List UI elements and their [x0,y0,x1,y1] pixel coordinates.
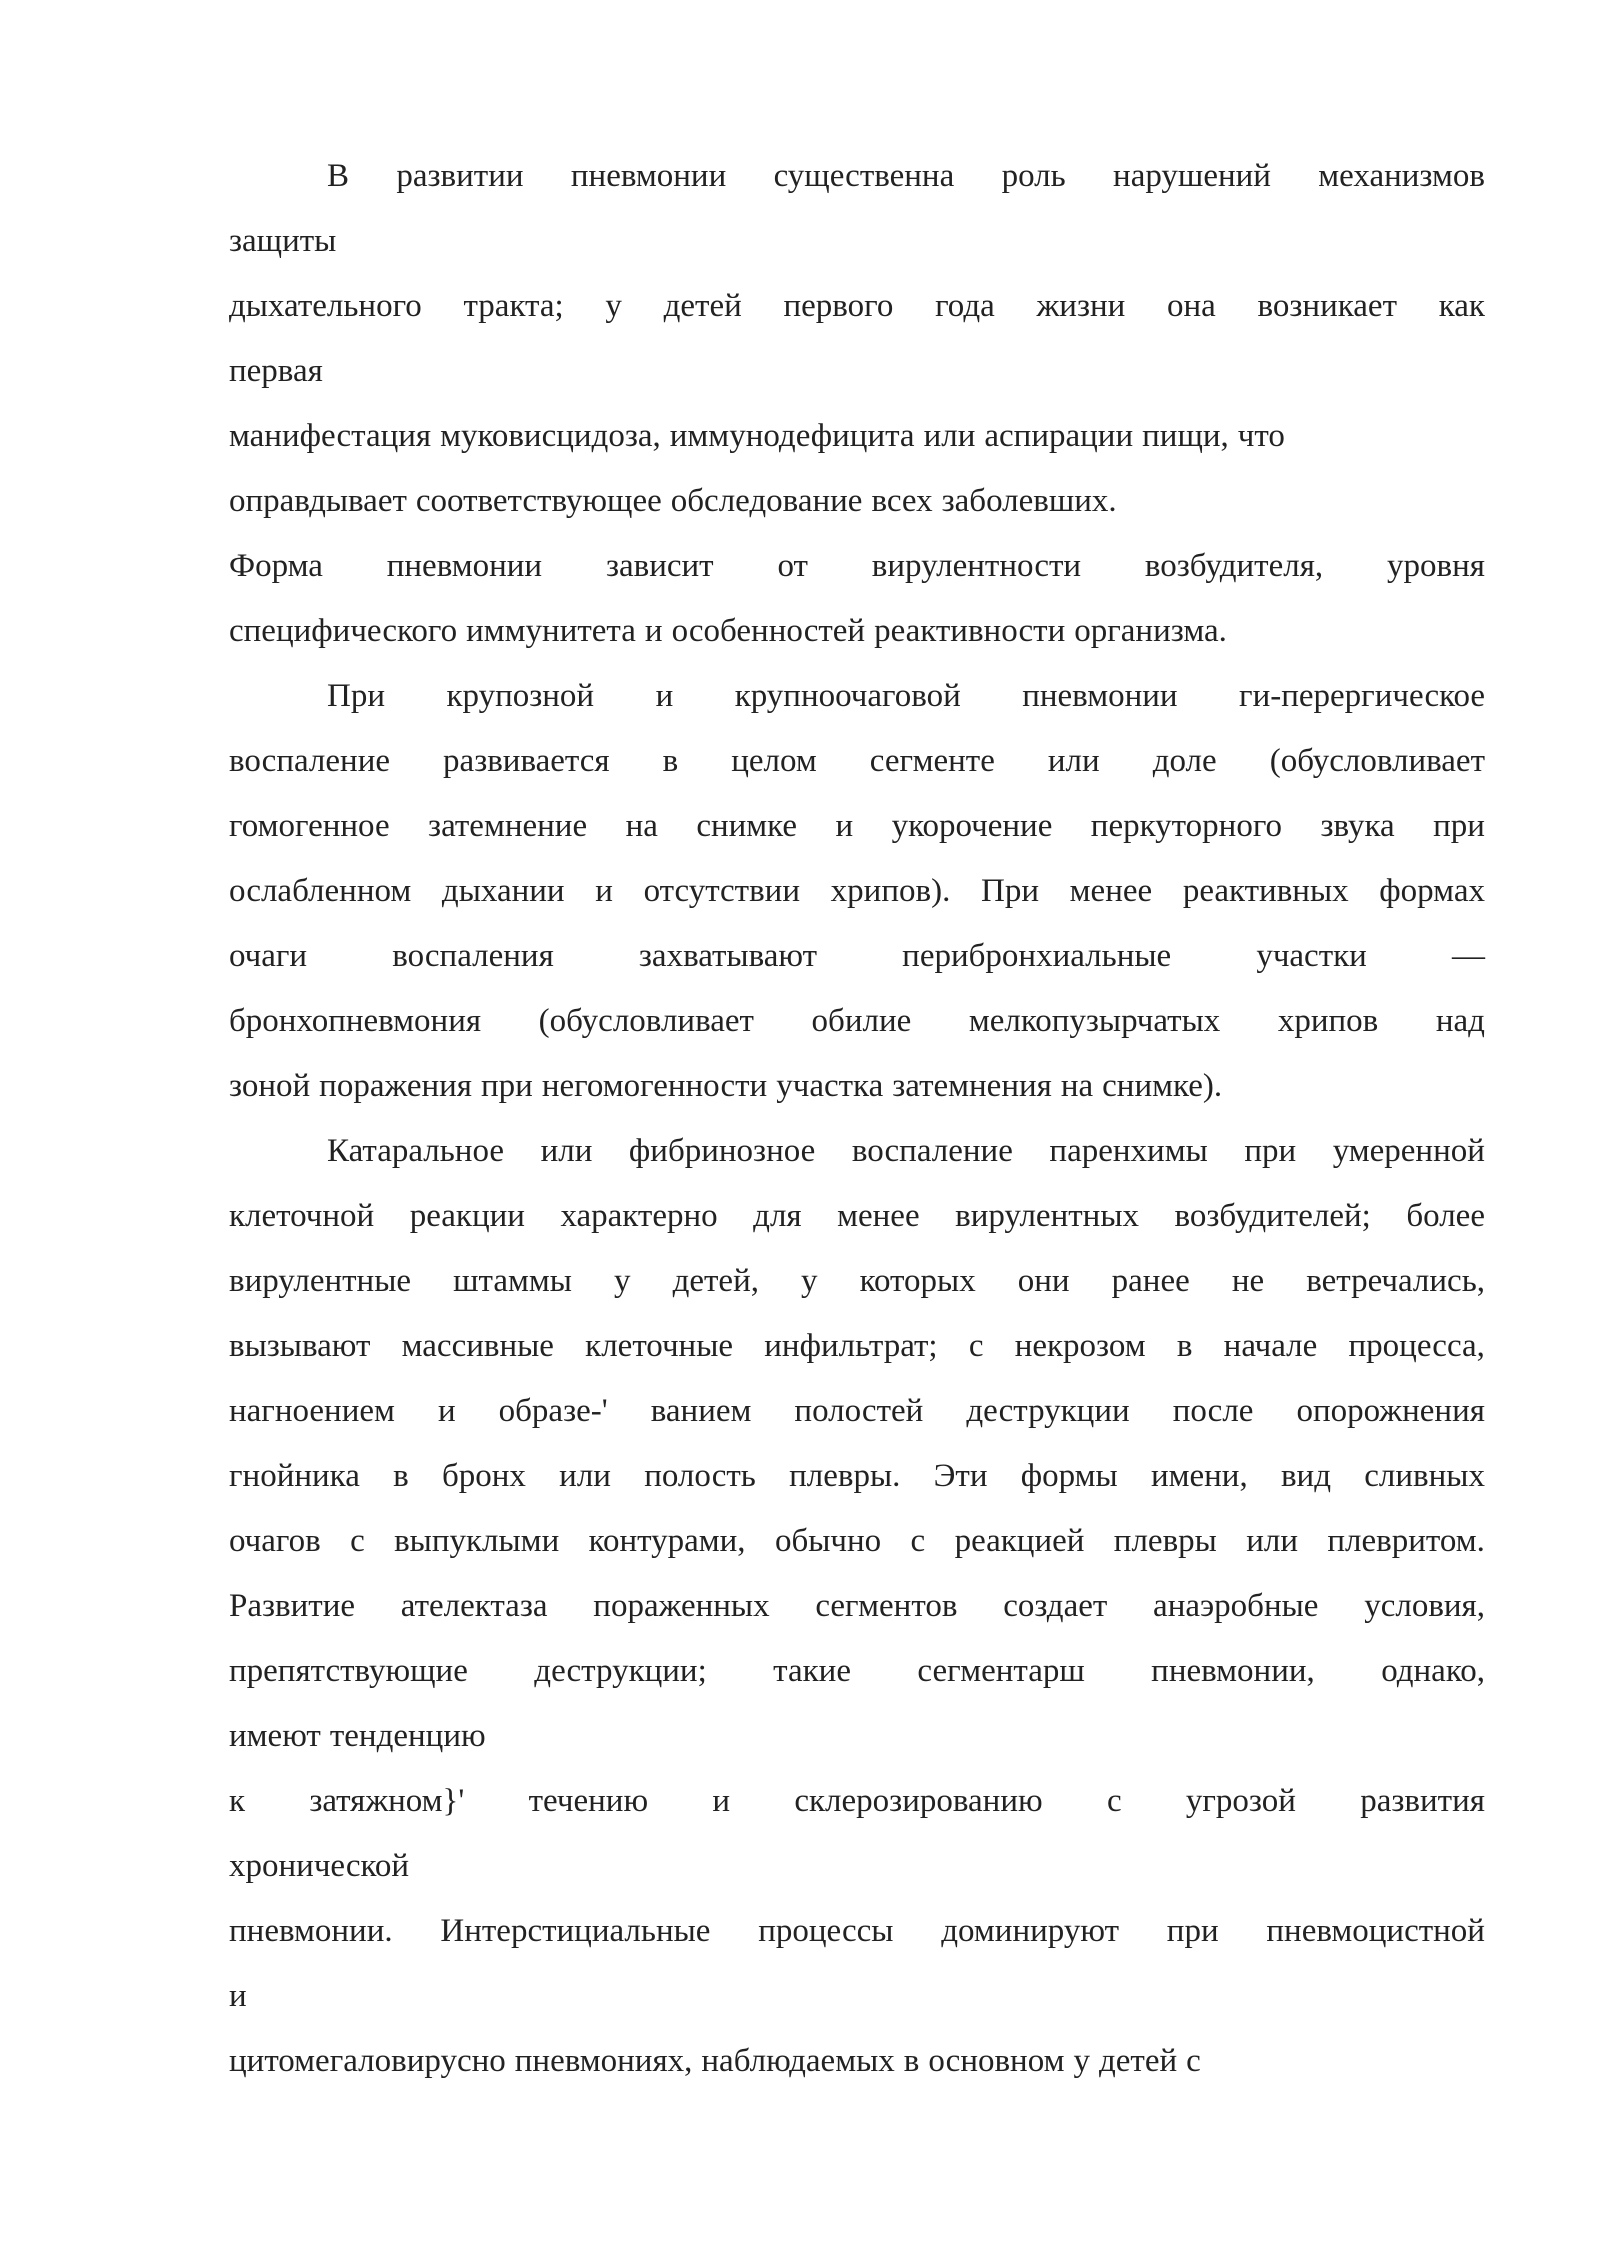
word: развитии [396,158,524,194]
text-line [229,1834,1485,1899]
text-line [229,1704,1485,1769]
word: полостей [794,1393,924,1429]
word: полость [644,1458,756,1494]
text-line [229,599,1485,664]
word: детей [663,288,742,324]
word: пневмонии, [1151,1653,1315,1689]
word: такие [773,1653,851,1689]
word: Катаральное [327,1133,505,1169]
word: вирулентные [229,1263,412,1299]
word: хронической [229,1848,410,1884]
word: вызывают [229,1328,371,1364]
word: крупноочаговой [734,678,961,714]
text-line [229,729,1485,794]
word: снимке). [1102,1068,1223,1104]
word: у [605,288,622,324]
word: имеют [229,1718,321,1754]
word: аспирации [984,418,1134,454]
text-line [229,664,1485,729]
word: наблюдаемых [701,2043,895,2079]
word: особенностей [671,613,866,649]
word: существенна [773,158,955,194]
word: для [753,1198,802,1234]
word: При [981,873,1039,909]
text-line [229,339,1485,404]
word: и [712,1783,731,1819]
word: не [1231,1263,1265,1299]
word: нагноением [229,1393,395,1429]
text-line [229,2029,1485,2094]
word: в [1176,1328,1193,1364]
word: ветречались, [1306,1263,1485,1299]
text-line [229,1184,1485,1249]
word: с [910,1523,926,1559]
word: после [1172,1393,1254,1429]
word: менее [1069,873,1153,909]
text-line [229,1964,1485,2029]
word: склерозированию [794,1783,1043,1819]
text-line [229,1379,1485,1444]
word: с [1186,2043,1201,2079]
word: пневмонии [570,158,727,194]
word: роль [1001,158,1066,194]
word: детей, [672,1263,759,1299]
word: тенденцию [329,1718,486,1754]
word: доминируют [941,1913,1119,1949]
word: года [935,288,995,324]
word: негомогенности [541,1068,768,1104]
word: однако, [1381,1653,1485,1689]
word: плевры. [789,1458,901,1494]
word: при [1166,1913,1219,1949]
word: поражения [319,1068,472,1104]
word: обследование [670,483,863,519]
word: процесса, [1348,1328,1485,1364]
word: возникает [1257,288,1397,324]
word: воспаления [392,938,554,974]
word: которых [859,1263,976,1299]
word: тракта; [463,288,564,324]
word: иммунодефицита [669,418,915,454]
word: первая [229,353,323,389]
word: вирулентности [871,548,1082,584]
word: имени, [1150,1458,1248,1494]
word: в [662,743,679,779]
word: мелкопузырчатых [968,1003,1221,1039]
word: перибронхиальные [902,938,1172,974]
word: детей [1098,2043,1178,2079]
text-line [229,859,1485,924]
word: нарушений [1113,158,1271,194]
word: и [655,678,674,714]
word: она [1167,288,1216,324]
word: развития [1360,1783,1485,1819]
word: иммунитета [466,613,636,649]
word: затяжном}' [309,1783,465,1819]
word: что [1237,418,1285,454]
word: крупозной [446,678,595,714]
word: у [1073,2043,1090,2079]
text-line [229,989,1485,1054]
word: и [644,613,663,649]
word: контурами, [588,1523,746,1559]
word: над [1435,1003,1485,1039]
word: оправдывает [229,483,407,519]
word: перкуторного [1090,808,1283,844]
word: сегменте [869,743,995,779]
word: уровня [1387,548,1485,584]
text-line [229,1054,1485,1119]
word: вид [1280,1458,1331,1494]
word: как [1438,288,1485,324]
word: формах [1379,873,1485,909]
word: При [327,678,385,714]
word: Интерстициальные [440,1913,711,1949]
word: и [229,1978,247,2014]
word: характерно [560,1198,718,1234]
word: затемнение [428,808,588,844]
word: манифестация [229,418,432,454]
document-body [229,144,1485,2094]
word: В [327,158,350,194]
word: хрипов). [830,873,951,909]
word: очагов [229,1523,321,1559]
text-line [229,1639,1485,1704]
text-line [229,534,1485,599]
word: (обусловливает [1269,743,1485,779]
word: реакцией [954,1523,1085,1559]
word: снимке [696,808,798,844]
text-line [229,404,1485,469]
word: зависит [605,548,714,584]
word: дыхательного [229,288,422,324]
word: опорожнения [1296,1393,1485,1429]
word: формы [1020,1458,1118,1494]
word: угрозой [1185,1783,1296,1819]
text-line [229,1249,1485,1314]
word: деструкции; [534,1653,707,1689]
word: и [437,1393,456,1429]
text-line [229,794,1485,859]
word: условия, [1364,1588,1485,1624]
word: — [1451,938,1485,974]
word: штаммы [453,1263,572,1299]
text-line [229,1444,1485,1509]
text-line [229,144,1485,209]
word: ателектаза [400,1588,548,1624]
word: паренхимы [1049,1133,1208,1169]
word: звука [1320,808,1395,844]
word: у [801,1263,818,1299]
word: отсутствии [643,873,800,909]
word: Форма [229,548,323,584]
word: течению [528,1783,649,1819]
word: очаги [229,938,308,974]
word: или [923,418,976,454]
word: муковисцидоза, [440,418,661,454]
word: зоной [229,1068,311,1104]
word: на [1060,1068,1094,1104]
word: анаэробные [1153,1588,1319,1624]
word: заболевших. [941,483,1117,519]
word: пневмонии [386,548,543,584]
word: развивается [443,743,610,779]
text-line [229,1119,1485,1184]
word: бронхопневмония [229,1003,482,1039]
word: дыхании [441,873,565,909]
word: в [393,1458,409,1494]
word: при [1433,808,1485,844]
word: от [777,548,808,584]
word: пневмонии. [229,1913,393,1949]
word: или [1047,743,1100,779]
word: процессы [758,1913,894,1949]
text-line [229,1574,1485,1639]
word: воспаление [851,1133,1013,1169]
word: сегментов [815,1588,958,1624]
word: в [903,2043,920,2079]
text-line [229,274,1485,339]
word: целом [731,743,817,779]
word: специфического [229,613,458,649]
word: механизмов [1318,158,1485,194]
word: создает [1003,1588,1108,1624]
word: с [350,1523,365,1559]
word: массивные [401,1328,554,1364]
word: умеренной [1332,1133,1485,1169]
text-line [229,469,1485,534]
word: цитомегаловирусно [229,2043,506,2079]
text-line [229,1509,1485,1574]
word: хрипов [1277,1003,1379,1039]
word: обычно [774,1523,882,1559]
word: защиты [229,223,337,259]
word: препятствующие [229,1653,468,1689]
text-line [229,1314,1485,1379]
word: к [229,1783,246,1819]
word: и [595,873,613,909]
word: или [540,1133,593,1169]
word: воспаление [229,743,391,779]
word: пищи, [1142,418,1229,454]
word: гомогенное [229,808,390,844]
word: захватывают [638,938,818,974]
word: пневмоцистной [1266,1913,1485,1949]
word: ванием [650,1393,752,1429]
word: плевритом. [1327,1523,1485,1559]
word: бронх [441,1458,526,1494]
word: с [968,1328,984,1364]
word: организма. [1074,613,1227,649]
word: деструкции [966,1393,1130,1429]
word: Эти [933,1458,988,1494]
text-line [229,924,1485,989]
word: участка [776,1068,884,1104]
word: всех [871,483,933,519]
text-line [229,209,1485,274]
word: пневмонии [1022,678,1178,714]
word: (обусловливает [538,1003,754,1039]
word: инфильтрат; [764,1328,938,1364]
word: и [835,808,854,844]
word: реактивных [1182,873,1349,909]
word: возбудителя, [1144,548,1324,584]
word: соответствующее [415,483,662,519]
word: ранее [1111,1263,1190,1299]
word: жизни [1036,288,1126,324]
word: фибринозное [628,1133,816,1169]
word: на [625,808,658,844]
word: более [1406,1198,1485,1234]
word: ги-перергическое [1239,678,1485,714]
word: укорочение [891,808,1053,844]
word: сегментарш [917,1653,1085,1689]
text-line [229,1769,1485,1834]
word: Развитие [229,1588,356,1624]
word: реакции [409,1198,525,1234]
text-line [229,1899,1485,1964]
word: участки [1256,938,1367,974]
word: при [481,1068,533,1104]
word: менее [837,1198,920,1234]
word: клеточной [229,1198,375,1234]
word: пораженных [593,1588,770,1624]
word: образе-' [498,1393,608,1429]
word: начале [1223,1328,1318,1364]
word: затемнения [892,1068,1052,1104]
word: доле [1152,743,1217,779]
word: или [559,1458,611,1494]
word: плевры [1113,1523,1217,1559]
word: некрозом [1014,1328,1146,1364]
word: или [1246,1523,1298,1559]
word: ослабленном [229,873,412,909]
word: гнойника [229,1458,360,1494]
word: они [1017,1263,1070,1299]
word: клеточные [585,1328,734,1364]
word: реактивности [874,613,1066,649]
word: сливных [1364,1458,1485,1494]
word: пневмониях, [514,2043,693,2079]
word: возбудителей; [1174,1198,1371,1234]
word: вирулентных [955,1198,1139,1234]
word: при [1244,1133,1297,1169]
word: с [1106,1783,1122,1819]
word: выпуклыми [394,1523,560,1559]
word: основном [928,2043,1065,2079]
word: у [614,1263,631,1299]
word: первого [783,288,894,324]
word: обилие [811,1003,912,1039]
